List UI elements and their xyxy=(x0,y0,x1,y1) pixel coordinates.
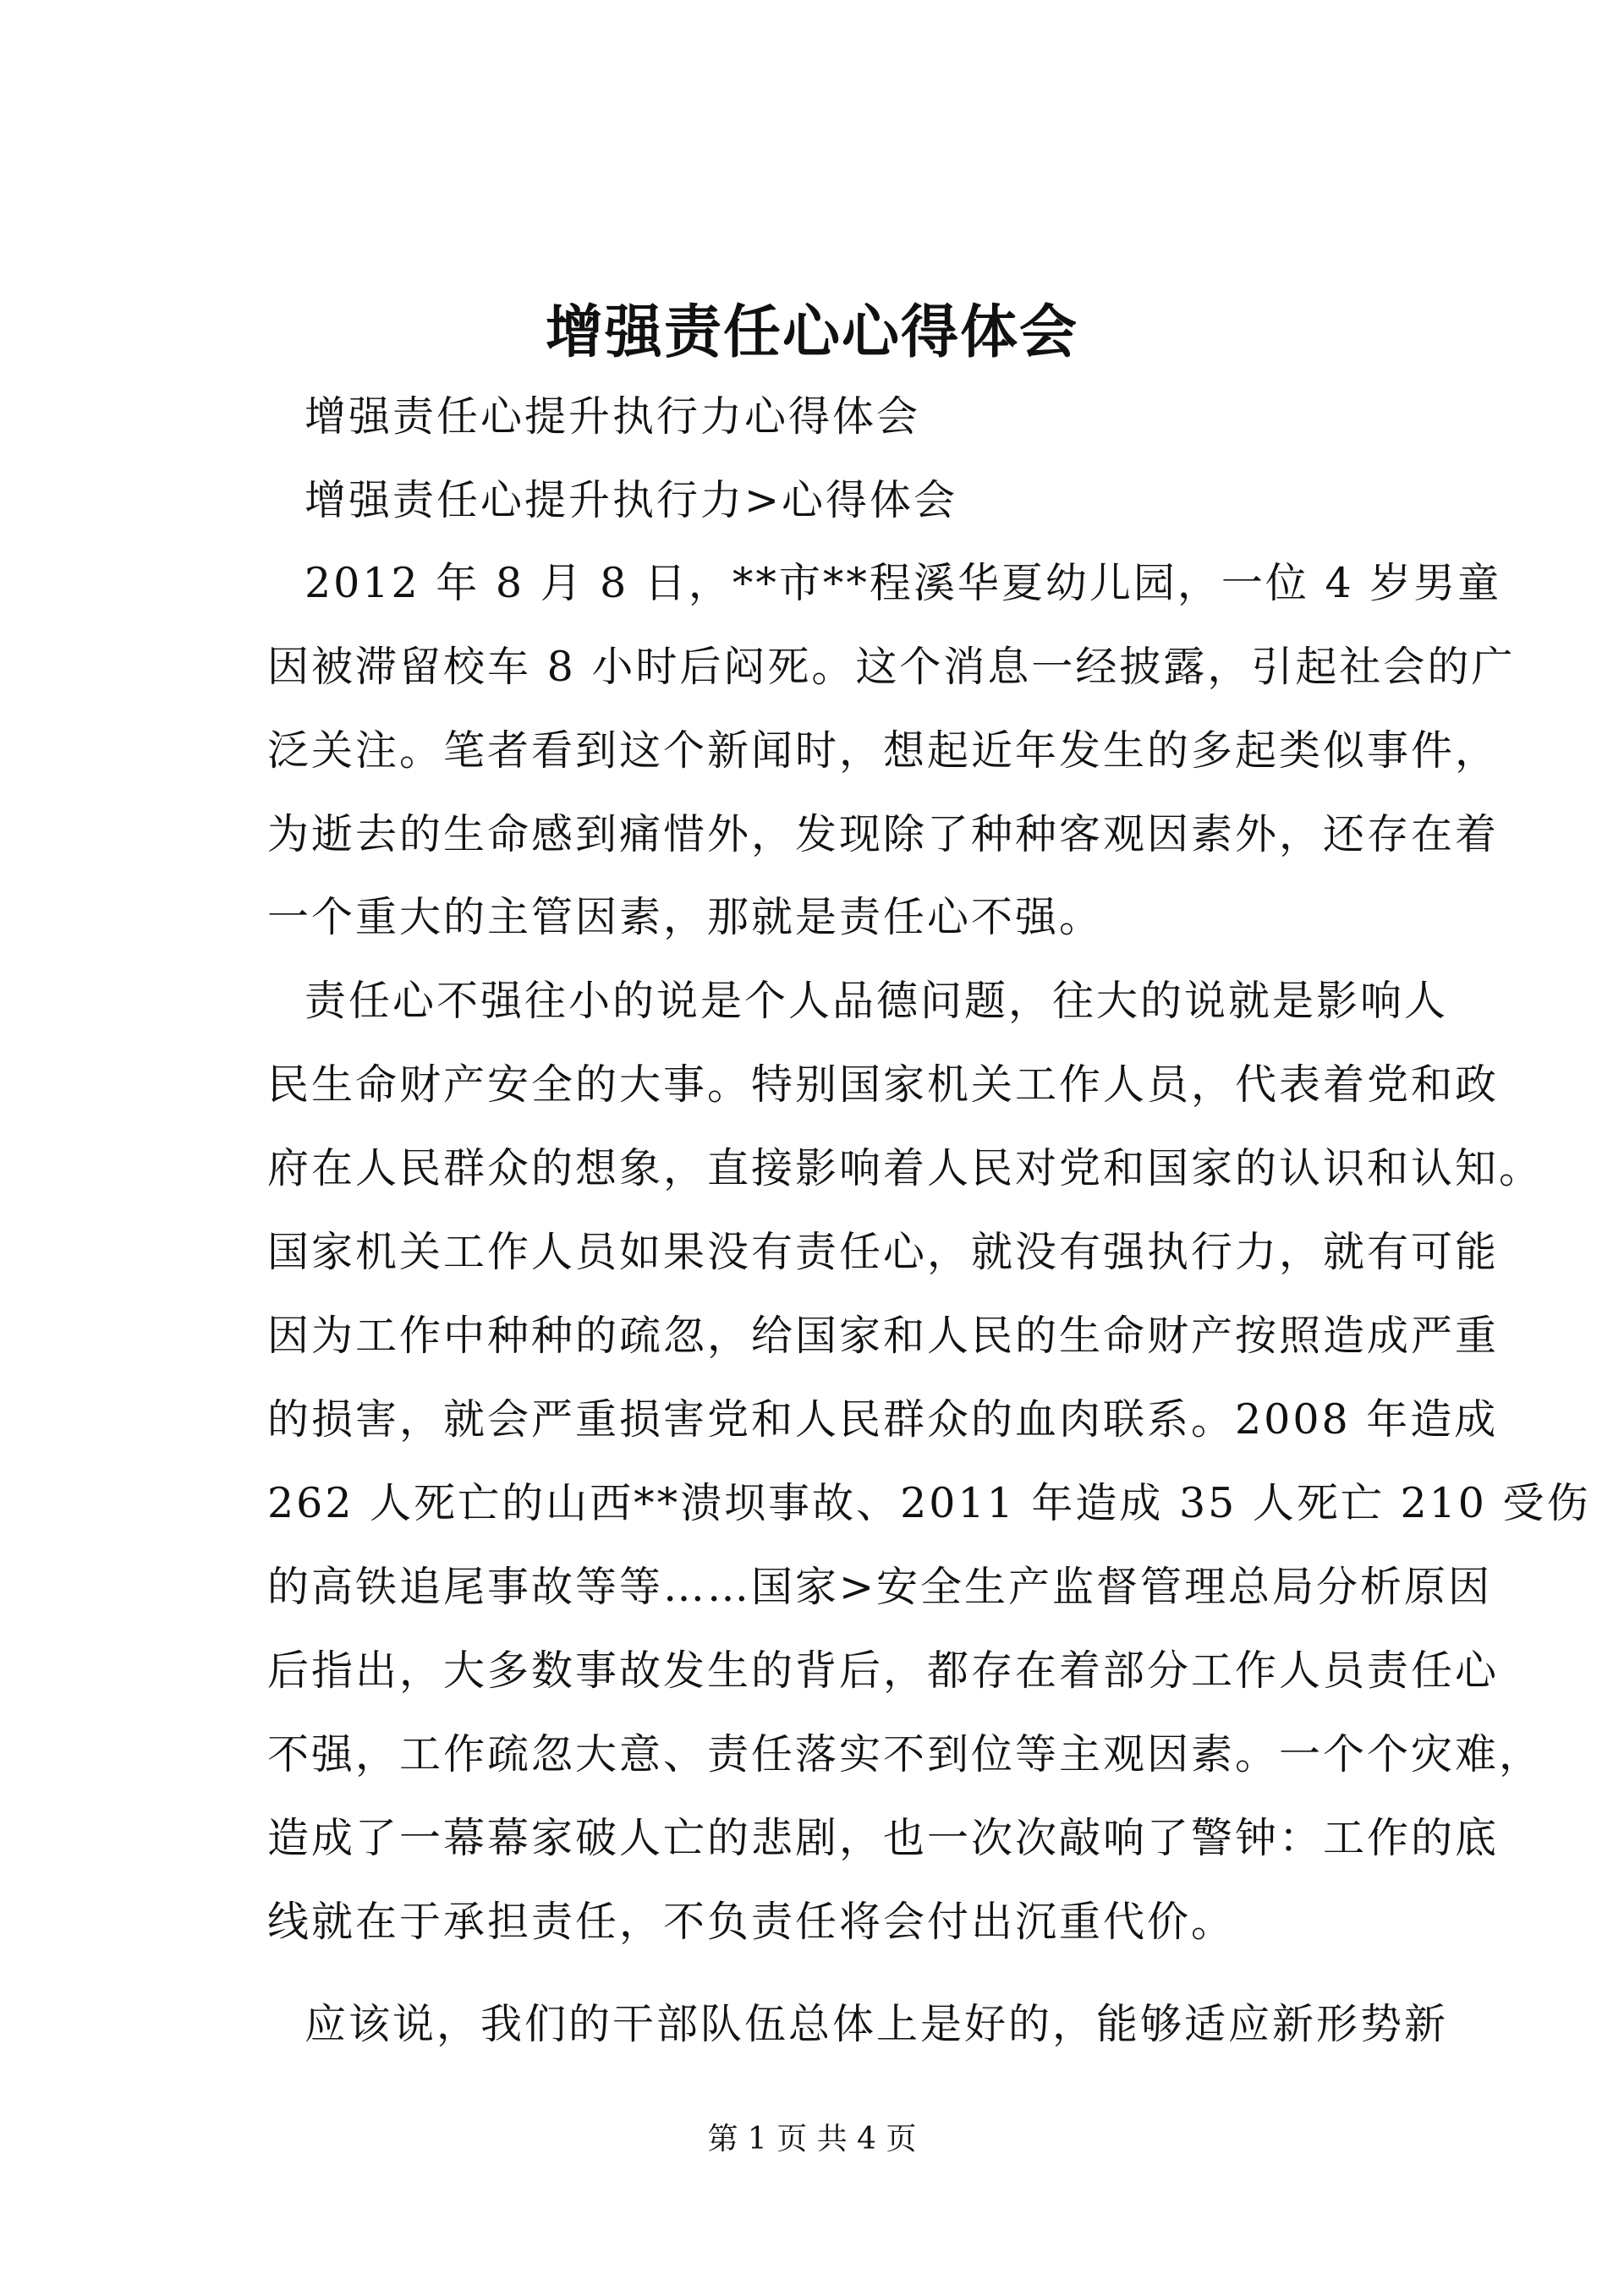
paragraph-line: 线就在于承担责任，不负责任将会付出沉重代价。 xyxy=(267,1898,1236,1946)
paragraph-line: 责任心不强往小的说是个人品德问题，往大的说就是影响人 xyxy=(304,977,1449,1025)
paragraph-line: 一个重大的主管因素，那就是责任心不强。 xyxy=(267,893,1104,941)
paragraph-line: 后指出，大多数事故发生的背后，都存在着部分工作人员责任心 xyxy=(267,1647,1500,1695)
paragraph-line: 因为工作中种种的疏忽，给国家和人民的生命财产按照造成严重 xyxy=(267,1312,1500,1360)
document-title: 增强责任心心得体会 xyxy=(545,299,1078,366)
paragraph-line: 府在人民群众的想象，直接影响着人民对党和国家的认识和认知。 xyxy=(267,1144,1544,1192)
paragraph-line: 262 人死亡的山西**溃坝事故、2011 年造成 35 人死亡 210 受伤 xyxy=(267,1479,1591,1527)
paragraph-line: 泛关注。笔者看到这个新闻时，想起近年发生的多起类似事件， xyxy=(267,726,1500,775)
paragraph-line: 因被滞留校车 8 小时后闷死。这个消息一经披露，引起社会的广 xyxy=(267,643,1516,691)
subtitle-2: 增强责任心提升执行力>心得体会 xyxy=(304,476,958,524)
paragraph-line: 不强，工作疏忽大意、责任落实不到位等主观因素。一个个灾难， xyxy=(267,1730,1544,1778)
page-footer: 第 1 页 共 4 页 xyxy=(707,2122,917,2156)
paragraph-line: 的高铁追尾事故等等……国家>安全生产监督管理总局分析原因 xyxy=(267,1563,1493,1611)
paragraph-line: 应该说，我们的干部队伍总体上是好的，能够适应新形势新 xyxy=(304,2000,1449,2048)
subtitle-1: 增强责任心提升执行力心得体会 xyxy=(304,392,921,441)
paragraph-line: 民生命财产安全的大事。特别国家机关工作人员，代表着党和政 xyxy=(267,1060,1500,1109)
paragraph-line: 的损害，就会严重损害党和人民群众的血肉联系。2008 年造成 xyxy=(267,1395,1499,1444)
paragraph-line: 国家机关工作人员如果没有责任心，就没有强执行力，就有可能 xyxy=(267,1228,1500,1276)
paragraph-line: 2012 年 8 月 8 日，**市**程溪华夏幼儿园，一位 4 岁男童 xyxy=(304,559,1502,607)
paragraph-line: 为逝去的生命感到痛惜外，发现除了种种客观因素外，还存在着 xyxy=(267,810,1500,858)
paragraph-line: 造成了一幕幕家破人亡的悲剧，也一次次敲响了警钟：工作的底 xyxy=(267,1814,1500,1862)
